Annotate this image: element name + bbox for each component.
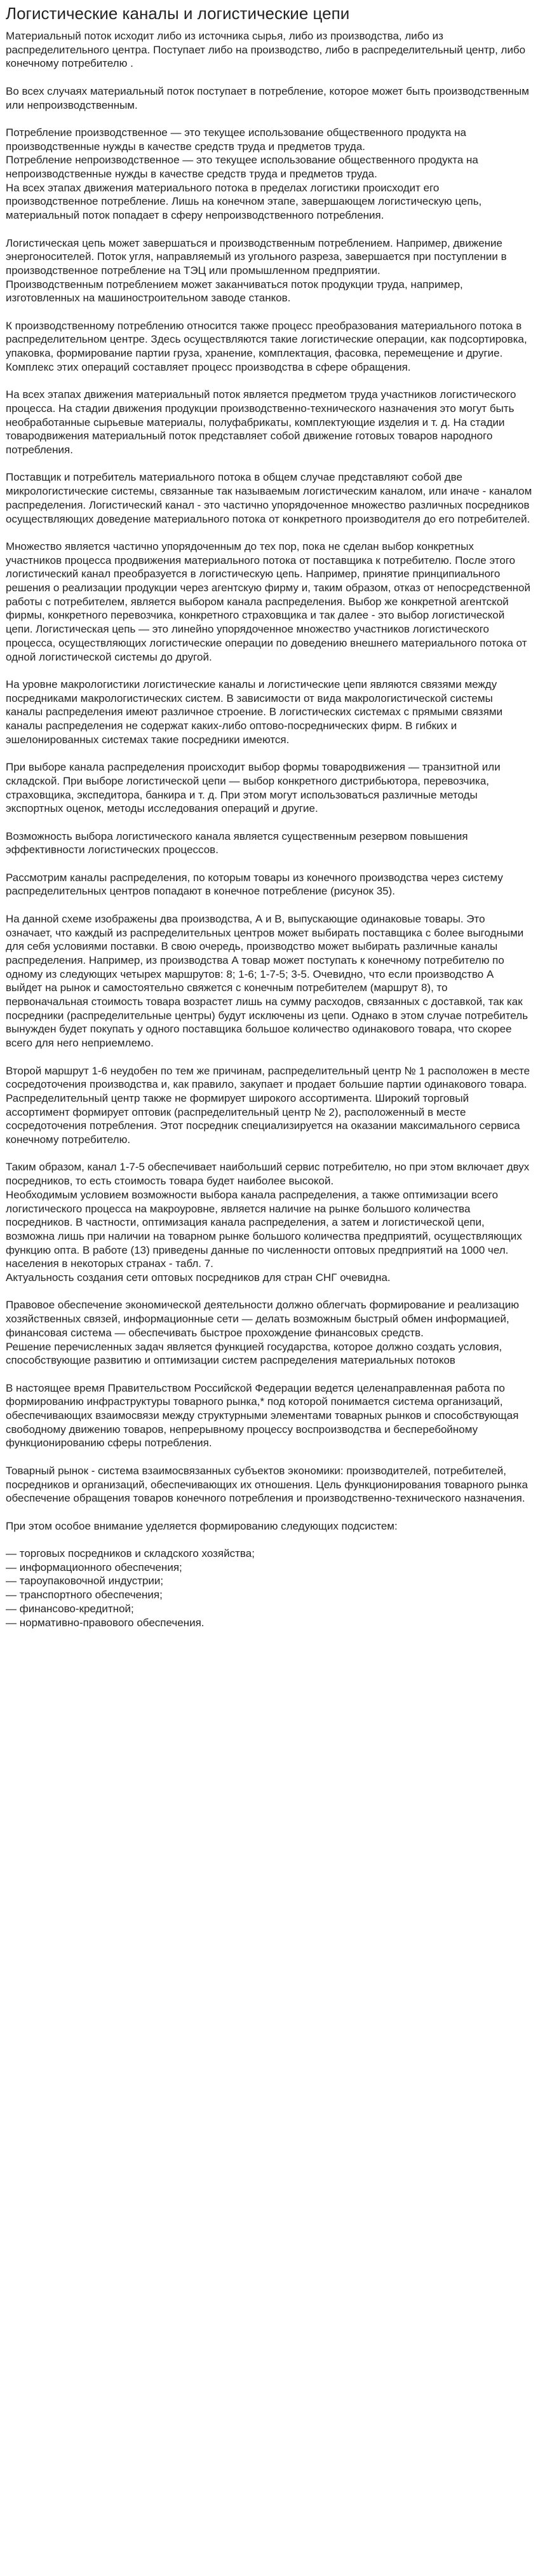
article-paragraph: Таким образом, канал 1-7-5 обеспечивает наибольший сервис потребителю, но при этом включает двух посредников, то есть стоимость товара будет наиболее высокой. [6,1161,530,1188]
paragraph-spacer [6,1285,532,1299]
list-item: — финансово-кредитной; [6,1602,134,1615]
paragraph-spacer [6,898,532,912]
paragraph-spacer [6,1450,532,1464]
article-paragraph: Правовое обеспечение экономической деятельности должно облегчать формирование и реализацию хозяйственных связей, информационные сети — делать возможным быстрый обмен информацией, финансовая система — обеспечивать быстрое прохождение финансовых средств. [6,1299,520,1339]
paragraph-spacer [6,1533,532,1547]
article-paragraph: Товарный рынок - система взаимосвязанных субъектов экономики: производителей, потребителей, посредников и организаций, обеспечивающих их отношения. Цель функционирования товарного рынка обеспечение обращения товаров конечного потребления и производственно-технического назначения. [6,1464,528,1505]
article-paragraph: Потребление непроизводственное — это текущее использование общественного продукта на непроизводственные нужды в качестве средств труда и предметов труда. [6,154,478,180]
paragraph-spacer [6,746,532,760]
article-paragraph: Рассмотрим каналы распределения, по которым товары из конечного производства через систему распределительных центров попадают в конечное потребление (рисунок 35). [6,871,503,898]
article-paragraph: Возможность выбора логистического канала является существенным резервом повышения эффективности логистических процессов. [6,830,468,856]
article-paragraph: Решение перечисленных задач является функцией государства, которое должно создать условия, способствующие развитию и оптимизации систем распределения материальных потоков [6,1340,502,1367]
article-title: Логистические каналы и логистические цепи [6,4,350,23]
paragraph-spacer [6,457,532,471]
article-paragraph: Поставщик и потребитель материального потока в общем случае представляют собой две микрологистические системы, связанные так называемым логистическим каналом, или иначе - каналом распределения. Логистический канал - это частично упорядоченное множество различных посредников осуществляющих доведение материального потока от конкретного производителя до его потребителей. [6,471,532,525]
paragraph-spacer [6,1050,532,1064]
article-paragraph: Второй маршрут 1-6 неудобен по тем же причинам, распределительный центр № 1 расположен в месте сосредоточения производства и, как правило, закупает и продает большие партии одинакового товара. Распределительный центр также не формирует широкого ассортимента. Широкий торговый ассортимент формирует оптовик (распределительный центр № 2), расположенный в месте сосредоточения потребления. Этот посредник специализируется на оказании максимального сервиса конечному потребителю. [6,1064,530,1146]
paragraph-spacer [6,112,532,126]
paragraph-spacer [6,664,532,678]
list-item: — информационного обеспечения; [6,1561,182,1573]
article-paragraph: Производственным потреблением может заканчиваться поток продукции труда, например, изготовленных на машиностроительном заводе станков. [6,278,463,305]
article-paragraph: При выборе канала распределения происходит выбор формы товародвижения — транзитной или складской. При выборе логистической цепи — выбор конкретного дистрибьютора, перевозчика, страховщика, экспедитора, банкира и т. д. При этом могут использоваться различные методы экспортных оценок, методы исследования операций и другие. [6,761,501,815]
article-paragraph: На данной схеме изображены два производства, А и В, выпускающие одинаковые товары. Это означает, что каждый из распределительных центров может выбирать поставщика с более выгодными для себя условиями поставки. В свою очередь, производство может выбирать различные каналы распределения. Например, из производства А товар может поступать к конечному потребителю по одному из следующих четырех маршрутов: 8; 1-6; 1-7-5; 3-5. Очевидно, что если производство А выйдет на рынок и самостоятельно свяжется с конечным потребителем (маршрут 8), то первоначальная стоимость товара возрастет лишь на сумму расходов, связанных с доставкой, так как посредники (распределительные центры) будут исключены из цепи. Однако в этом случае потребитель вынужден будет покупать у одного поставщика большое количество одинакового товара, что скорее всего для него неприемлемо. [6,912,528,1050]
paragraph-spacer [6,857,532,871]
article-paragraph: При этом особое внимание уделяется формированию следующих подсистем: [6,1519,398,1532]
article-paragraph: Актуальность создания сети оптовых посредников для стран СНГ очевидна. [6,1271,391,1284]
paragraph-spacer [6,374,532,388]
paragraph-spacer [6,1367,532,1381]
article-paragraph: Необходимым условием возможности выбора канала распределения, а также оптимизации всего логистического процесса на макроуровне, является наличие на рынке большого количества посредников. В частности, оптимизация канала распределения, а затем и логистической цепи, возможна лишь при наличии на товарном рынке большого количества предприятий, осуществляющих функцию опта. В работе (13) приведены данные по численности оптовых предприятий на 1000 чел. населения в некоторых странах - табл. 7. [6,1188,522,1270]
list-item: — тароупаковочной индустрии; [6,1575,164,1587]
paragraph-spacer [6,1505,532,1519]
article-body [6,29,532,1629]
article-paragraph: Во всех случаях материальный поток поступает в потребление, которое может быть производственным или непроизводственным. [6,85,529,111]
article-paragraph: Логистическая цепь может завершаться и производственным потреблением. Например, движение энергоносителей. Поток угля, направляемый из угольного разреза, завершается при поступлении в производственное потребление на ТЭЦ или промышленном предприятии. [6,236,507,277]
paragraph-spacer [6,816,532,830]
article-paragraph: Потребление производственное — это текущее использование общественного продукта на производственные нужды в качестве средств труда и предметов труда. [6,126,466,153]
article-paragraph: Материальный поток исходит либо из источника сырья, либо из производства, либо из распределительного центра. Поступает либо на производство, либо в распределительный центр, либо конечному потребителю . [6,30,526,70]
list-item: — транспортного обеспечения; [6,1589,163,1601]
paragraph-spacer [6,1147,532,1161]
subsystems-list [6,1547,532,1629]
paragraph-spacer [6,71,532,85]
list-item: — нормативно-правового обеспечения. [6,1616,205,1629]
paragraph-spacer [6,305,532,319]
list-item: — торговых посредников и складского хозяйства; [6,1547,255,1560]
article-paragraph: В настоящее время Правительством Российской Федерации ведется целенаправленная работа по формированию инфраструктуры товарного рынка,* под которой понимается система организаций, обеспечивающих взаимосвязи между структурными элементами товарных рынков и способствующая свободному движению товаров, непрерывному процессу воспроизводства и бесперебойному функционированию сферы потребления. [6,1381,519,1449]
paragraph-spacer [6,223,532,236]
article-paragraph: На уровне макрологистики логистические каналы и логистические цепи являются связями между посредниками макрологистических систем. В зависимости от вида макрологистической системы каналы распределения имеют различное строение. В логистических системах с прямыми связями каналы распределения не содержат каких-либо оптово-посреднических фирм. В гибких и эшелонированных системах такие посредники имеются. [6,678,503,746]
paragraph-spacer [6,526,532,540]
article-paragraph: К производственному потреблению относится также процесс преобразования материального потока в распределительном центре. Здесь осуществляются такие логистические операции, как подсортировка, упаковка, формирование партии груза, хранение, комплектация, фасовка, перемещение и другие. Комплекс этих операций составляет процесс производства в сфере обращения. [6,319,527,373]
article-paragraph: На всех этапах движения материального потока в пределах логистики происходит его производственное потребление. Лишь на конечном этапе, завершающем логистическую цепь, материальный поток попадает в сферу непроизводственного потребления. [6,181,482,222]
article-paragraph: На всех этапах движения материальный поток является предметом труда участников логистического процесса. На стадии движения продукции производственно-технического назначения это могут быть необработанные сырьевые материалы, полуфабрикаты, комплектующие изделия и т. д. На стадии товародвижения материальный поток представляет собой движение готовых товаров народного потребления. [6,388,516,456]
article-paragraph: Множество является частично упорядоченным до тех пор, пока не сделан выбор конкретных участников процесса продвижения материального потока от поставщика к потребителю. После этого логистический канал преобразуется в логистическую цепь. Например, принятие принципиального решения о реализации продукции через агентскую фирму и, таким образом, отказ от непосредственной работы с потребителем, является выбором канала распределения. Выбор же конкретной агентской фирмы, конкретного перевозчика, конкретного страховщика и так далее - это выбор логистической цепи. Логистическая цепь — это линейно упорядоченное множество участников логистического процесса, осуществляющих логистические операции по доведению внешнего материального потока от одной логистической системы до другой. [6,540,531,663]
